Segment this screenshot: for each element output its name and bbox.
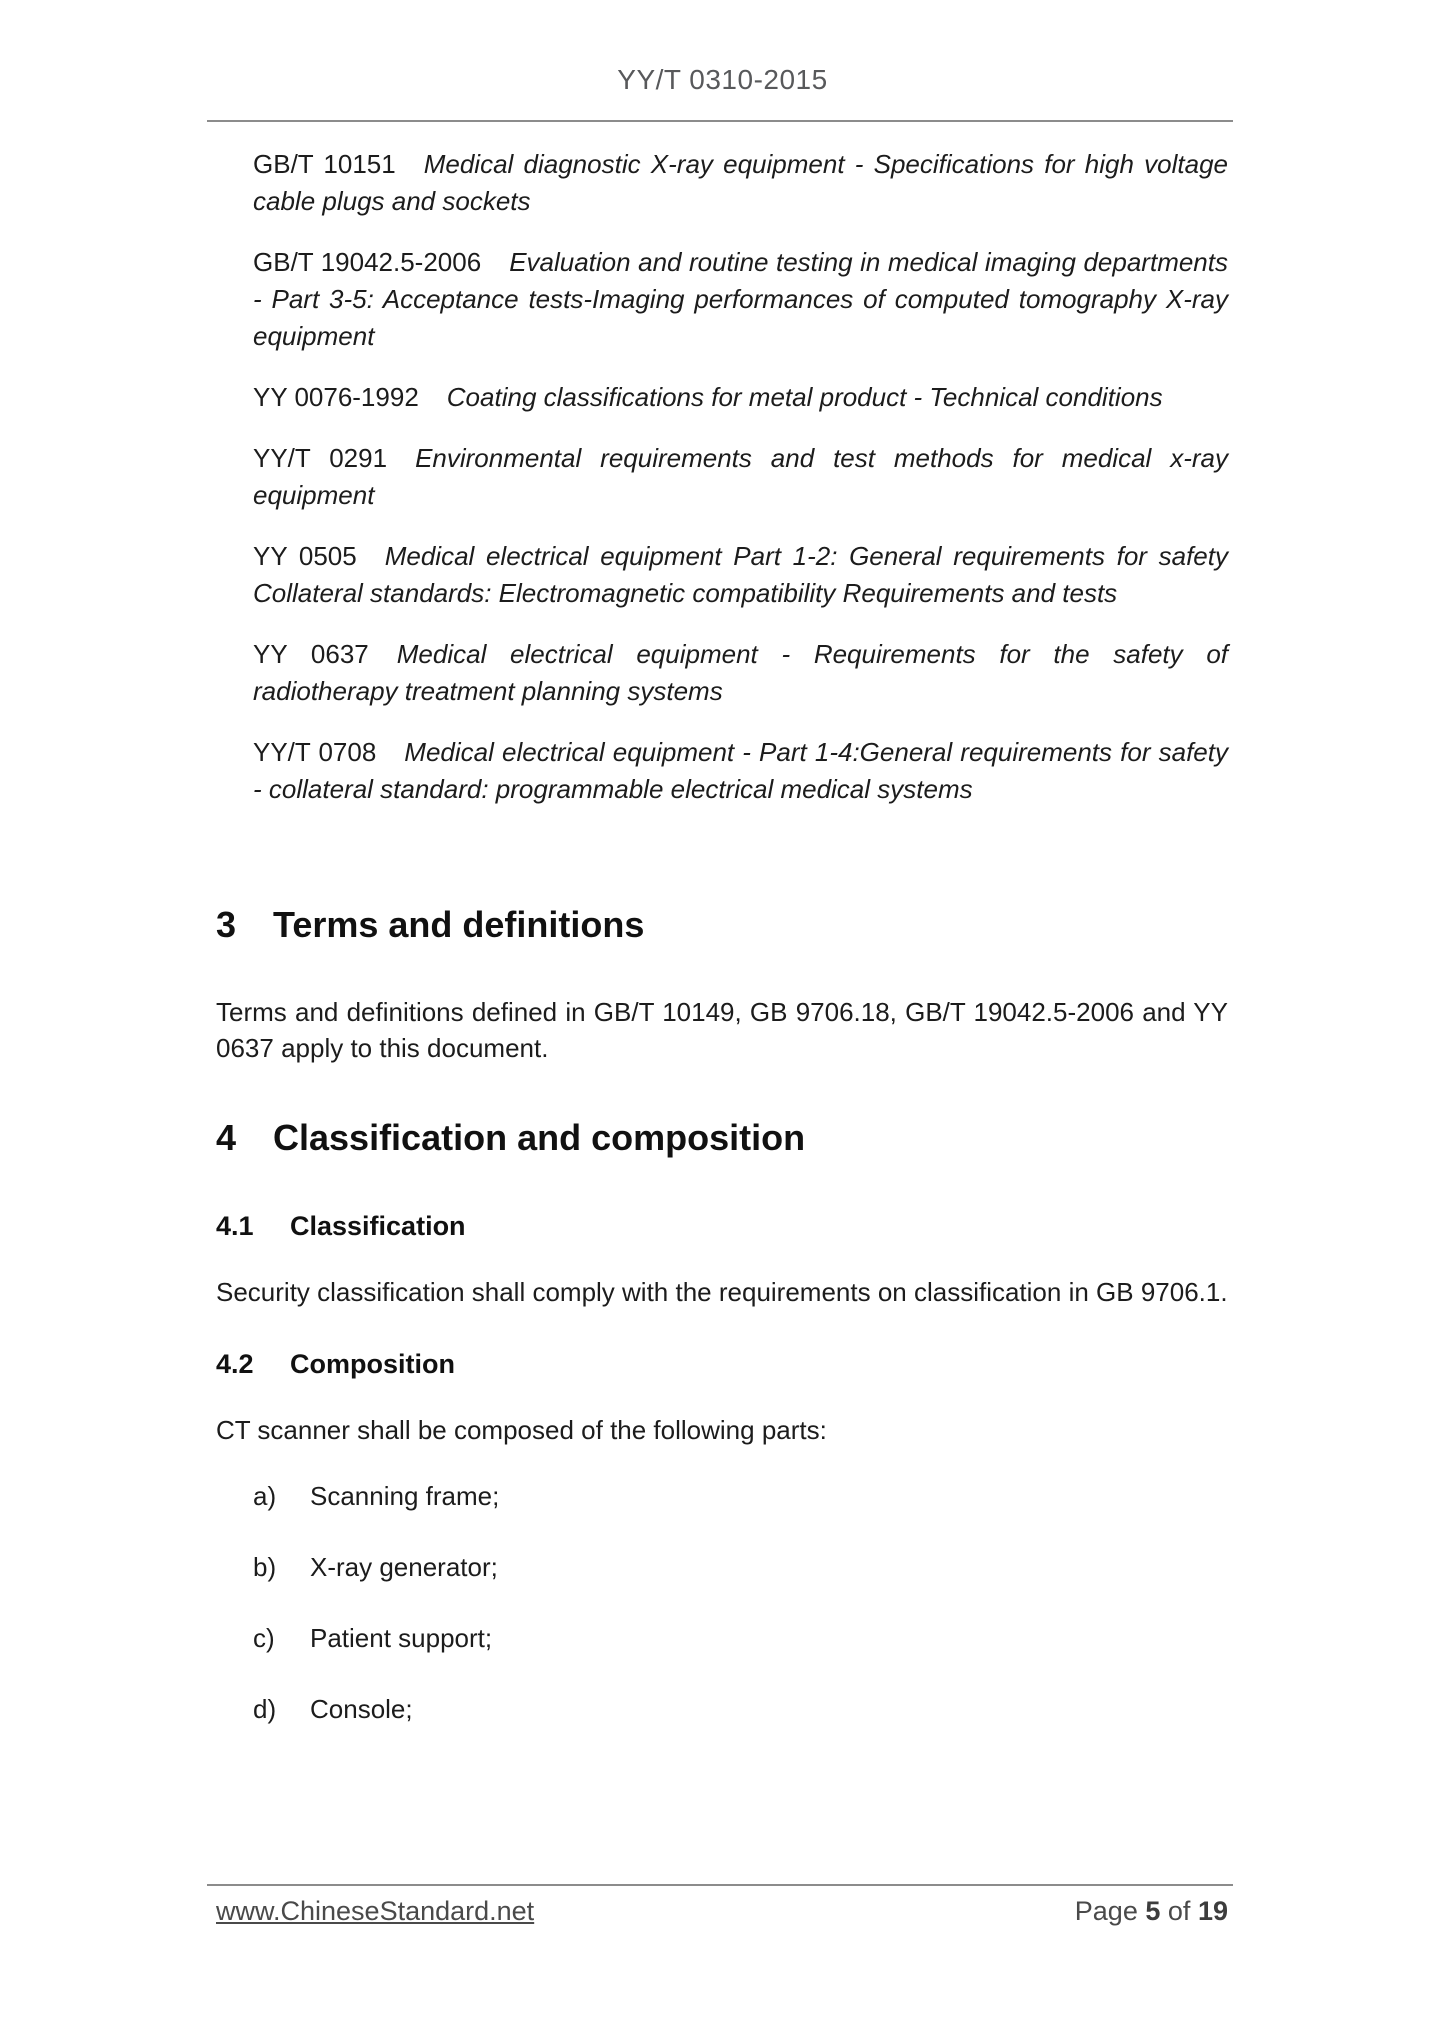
list-item	[216, 1691, 1228, 1727]
reference-title: Environmental requirements and test methods for medical x-ray equipment	[253, 443, 1228, 510]
reference-item	[216, 379, 1228, 416]
section-4-1-heading	[216, 1208, 1228, 1244]
reference-title: Medical electrical equipment Part 1-2: General requirements for safety Collateral standards: Electromagnetic compatibility Requirements and tests	[253, 541, 1228, 608]
reference-title: Medical electrical equipment - Requirements for the safety of radiotherapy treatment planning systems	[253, 639, 1229, 706]
section-4-title: Classification and composition	[273, 1117, 806, 1158]
reference-item	[216, 244, 1228, 355]
reference-title: Medical diagnostic X-ray equipment - Specifications for high voltage cable plugs and sockets	[253, 149, 1228, 216]
reference-number: YY 0505	[253, 541, 357, 571]
page-footer	[216, 1896, 1228, 1927]
section-4-2-number: 4.2	[216, 1349, 254, 1379]
section-4-2-title: Composition	[290, 1349, 455, 1379]
section-3-paragraph: Terms and definitions defined in GB/T 10149, GB 9706.18, GB/T 19042.5-2006 and YY 0637 apply to this document.	[216, 997, 1228, 1063]
reference-title: Coating classifications for metal product - Technical conditions	[446, 382, 1163, 412]
section-3-heading	[216, 903, 1228, 947]
reference-number: YY/T 0708	[253, 737, 377, 767]
reference-item	[216, 636, 1228, 710]
list-item-text: Scanning frame;	[310, 1481, 500, 1511]
list-item-label: c)	[253, 1623, 275, 1653]
page-indicator-current: 5	[1145, 1896, 1161, 1926]
reference-number: YY 0637	[253, 639, 369, 669]
reference-number: YY/T 0291	[253, 443, 388, 473]
section-4-1-title: Classification	[290, 1211, 466, 1241]
footer-rule	[207, 1884, 1233, 1886]
reference-item	[216, 146, 1228, 220]
list-item-text: Patient support;	[310, 1623, 493, 1653]
list-item	[216, 1620, 1228, 1656]
running-header: YY/T 0310-2015	[617, 64, 828, 95]
section-4-number: 4	[216, 1117, 237, 1158]
list-item-label: d)	[253, 1694, 277, 1724]
list-item-label: a)	[253, 1481, 277, 1511]
list-item	[216, 1478, 1228, 1514]
section-4-1-paragraph: Security classification shall comply with the requirements on classification in GB 9706.1.	[216, 1277, 1228, 1307]
page-indicator-of: of	[1167, 1896, 1191, 1926]
section-3-number: 3	[216, 904, 237, 945]
reference-item	[216, 440, 1228, 514]
section-4-heading	[216, 1116, 1228, 1160]
page-indicator-total: 19	[1197, 1896, 1228, 1926]
reference-title: Medical electrical equipment - Part 1-4:General requirements for safety - collateral standard: programmable electrical medical systems	[253, 737, 1228, 804]
composition-list	[216, 1478, 1228, 1727]
section-4-1-number: 4.1	[216, 1211, 254, 1241]
reference-title: Evaluation and routine testing in medical imaging departments - Part 3-5: Acceptance tests-Imaging performances of computed tomography X-ray equipment	[253, 247, 1228, 351]
list-item-label: b)	[253, 1552, 277, 1582]
list-item	[216, 1549, 1228, 1585]
section-3-title: Terms and definitions	[273, 904, 645, 945]
reference-number: YY 0076-1992	[253, 382, 419, 412]
header-rule	[207, 120, 1233, 122]
section-4-2-paragraph: CT scanner shall be composed of the following parts:	[216, 1415, 827, 1445]
page-indicator	[1075, 1896, 1228, 1927]
section-4-2-heading	[216, 1346, 1228, 1382]
list-item-text: Console;	[310, 1694, 413, 1724]
reference-item	[216, 734, 1228, 808]
list-item-text: X-ray generator;	[310, 1552, 498, 1582]
reference-number: GB/T 10151	[253, 149, 396, 179]
page-indicator-label: Page	[1074, 1896, 1138, 1926]
reference-item	[216, 538, 1228, 612]
reference-number: GB/T 19042.5-2006	[253, 247, 482, 277]
page-content	[216, 146, 1228, 1762]
website-link[interactable]: www.ChineseStandard.net	[216, 1896, 535, 1926]
